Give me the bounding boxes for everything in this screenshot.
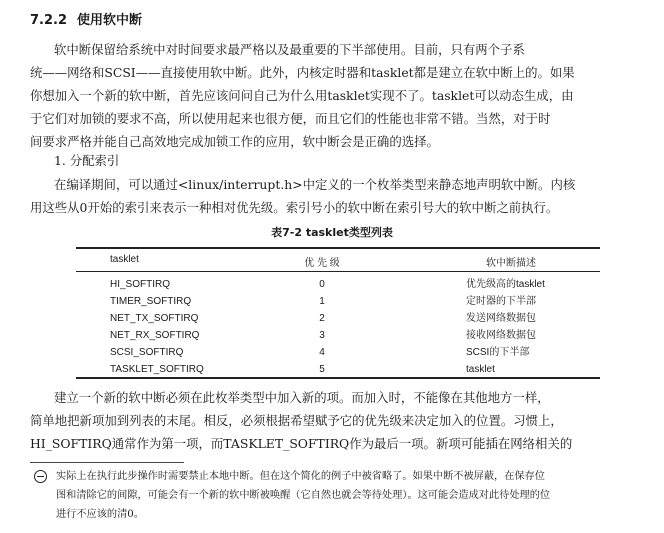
cell-name: NET_RX_SOFTIRQ [110, 330, 200, 341]
index-paragraph [30, 173, 636, 219]
header-tasklet: tasklet [110, 254, 139, 265]
table-header-rule [76, 271, 600, 272]
cell-description: 定时器的下半部 [466, 296, 536, 307]
footnote-line: 实际上在执行此步操作时需要禁止本地中断。但在这个简化的例子中被省略了。如果中断不被屏蔽，在保存位 [56, 471, 545, 482]
table-row [76, 344, 600, 361]
table-bottom-rule [76, 377, 600, 379]
cell-priority: 5 [319, 364, 325, 375]
cell-priority: 3 [319, 330, 325, 341]
table-row [76, 276, 600, 293]
cell-priority: 2 [319, 313, 325, 324]
paragraph-line: 用这些从0开始的索引来表示一种相对优先级。索引号小的软中断在索引号大的软中断之前执行。 [30, 200, 559, 215]
cell-priority: 0 [319, 279, 325, 290]
table-top-rule [76, 247, 600, 249]
cell-name: TIMER_SOFTIRQ [110, 296, 192, 307]
cell-priority: 4 [319, 347, 325, 358]
cell-priority: 1 [319, 296, 325, 307]
footnote [30, 467, 640, 524]
paragraph-line: 在编译期间，可以通过<linux/interrupt.h>中定义的一个枚举类型来静态地声明软中断。内核 [54, 177, 576, 192]
cell-description: 发送网络数据包 [466, 313, 536, 324]
cell-description: 接收网络数据包 [466, 330, 536, 341]
paragraph-line: 软中断保留给系统中对时间要求最严格以及最重要的下半部使用。目前，只有两个子系 [54, 42, 525, 57]
table-row [76, 310, 600, 327]
footnote-line: 图和清除它的间隙，可能会有一个新的软中断被唤醒（它自然也就会等待处理）。这可能会造成对此待处理的位 [56, 490, 551, 501]
cell-description: 优先级高的tasklet [466, 279, 545, 290]
footnote-rule [30, 462, 184, 463]
cell-description: SCSI的下半部 [466, 347, 530, 358]
paragraph-line: 建立一个新的软中断必须在此枚举类型中加入新的项。而加入时，不能像在其他地方一样， [54, 390, 550, 405]
header-description: 软中断描述 [486, 258, 536, 269]
footnote-line: 进行不应该的清0。 [56, 509, 144, 520]
paragraph-line: 统——网络和SCSI——直接使用软中断。此外，内核定时器和tasklet都是建立在软中断上的。如果 [30, 65, 575, 80]
footnote-marker-icon [34, 470, 47, 483]
section-title: 使用软中断 [77, 13, 143, 28]
table-row [76, 361, 600, 378]
intro-paragraph [30, 38, 636, 153]
table-row [76, 293, 600, 310]
paragraph-line: HI_SOFTIRQ通常作为第一项，而TASKLET_SOFTIRQ作为最后一项。新项可能插在网络相关的 [30, 436, 573, 451]
after-table-paragraph [30, 386, 636, 455]
cell-name: SCSI_SOFTIRQ [110, 347, 184, 358]
section-number: 7.2.2 [30, 13, 68, 28]
section-heading [30, 9, 142, 28]
paragraph-line: 简单地把新项加到列表的末尾。相反，必须根据希望赋予它的优先级来决定加入的位置。习惯上， [30, 413, 563, 428]
cell-name: TASKLET_SOFTIRQ [110, 364, 204, 375]
paragraph-line: 于它们对加锁的要求不高，所以使用起来也很方便，而且它们的性能也非常不错。当然，对于时 [30, 111, 551, 126]
cell-name: HI_SOFTIRQ [110, 279, 171, 290]
cell-name: NET_TX_SOFTIRQ [110, 313, 199, 324]
subsection-heading: 1. 分配索引 [54, 153, 120, 168]
header-priority: 优 先 级 [304, 258, 340, 269]
paragraph-line: 间要求严格并能自己高效地完成加锁工作的应用，软中断会是正确的选择。 [30, 134, 439, 149]
table-caption: 表7-2 tasklet类型列表 [271, 226, 393, 239]
cell-description: tasklet [466, 364, 495, 375]
table-row [76, 327, 600, 344]
paragraph-line: 你想加入一个新的软中断，首先应该问问自己为什么用tasklet实现不了。tasklet可以动态生成，由 [30, 88, 574, 103]
